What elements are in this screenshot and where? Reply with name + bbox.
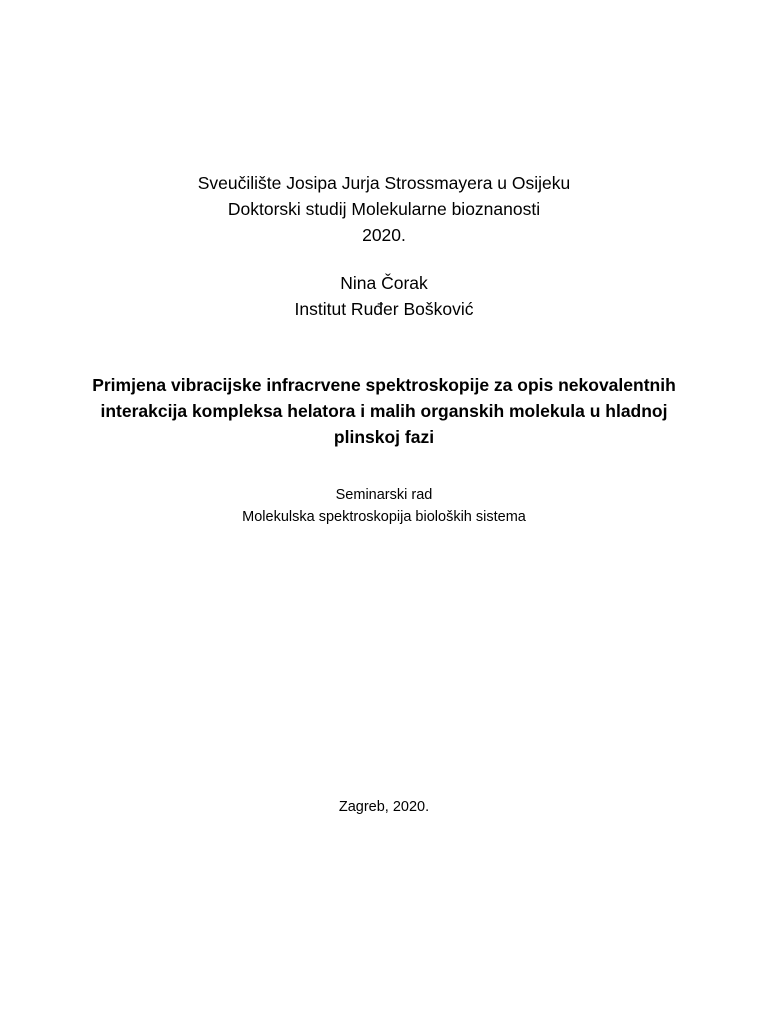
document-kind: Seminarski rad (335, 487, 433, 503)
header-block (0, 170, 768, 248)
document-type-block (0, 484, 768, 528)
author-name: Nina Čorak (340, 273, 428, 293)
header-year: 2020. (362, 225, 406, 245)
title-line: plinskoj fazi (333, 427, 435, 447)
course-name: Molekulska spektroskopija bioloških sistema (242, 509, 526, 525)
program-name: Doktorski studij Molekularne bioznanosti (227, 199, 541, 219)
title-line: Primjena vibracijske infracrvene spektroskopije za opis nekovalentnih (92, 375, 676, 395)
document-title (0, 372, 768, 450)
place-date-block (0, 796, 768, 818)
place-date: Zagreb, 2020. (338, 799, 430, 815)
author-institution: Institut Ruđer Bošković (294, 299, 474, 319)
title-line: interakcija kompleksa helatora i malih organskih molekula u hladnoj (100, 401, 668, 421)
author-block (0, 270, 768, 322)
university-name: Sveučilište Josipa Jurja Strossmayera u Osijeku (197, 173, 571, 193)
